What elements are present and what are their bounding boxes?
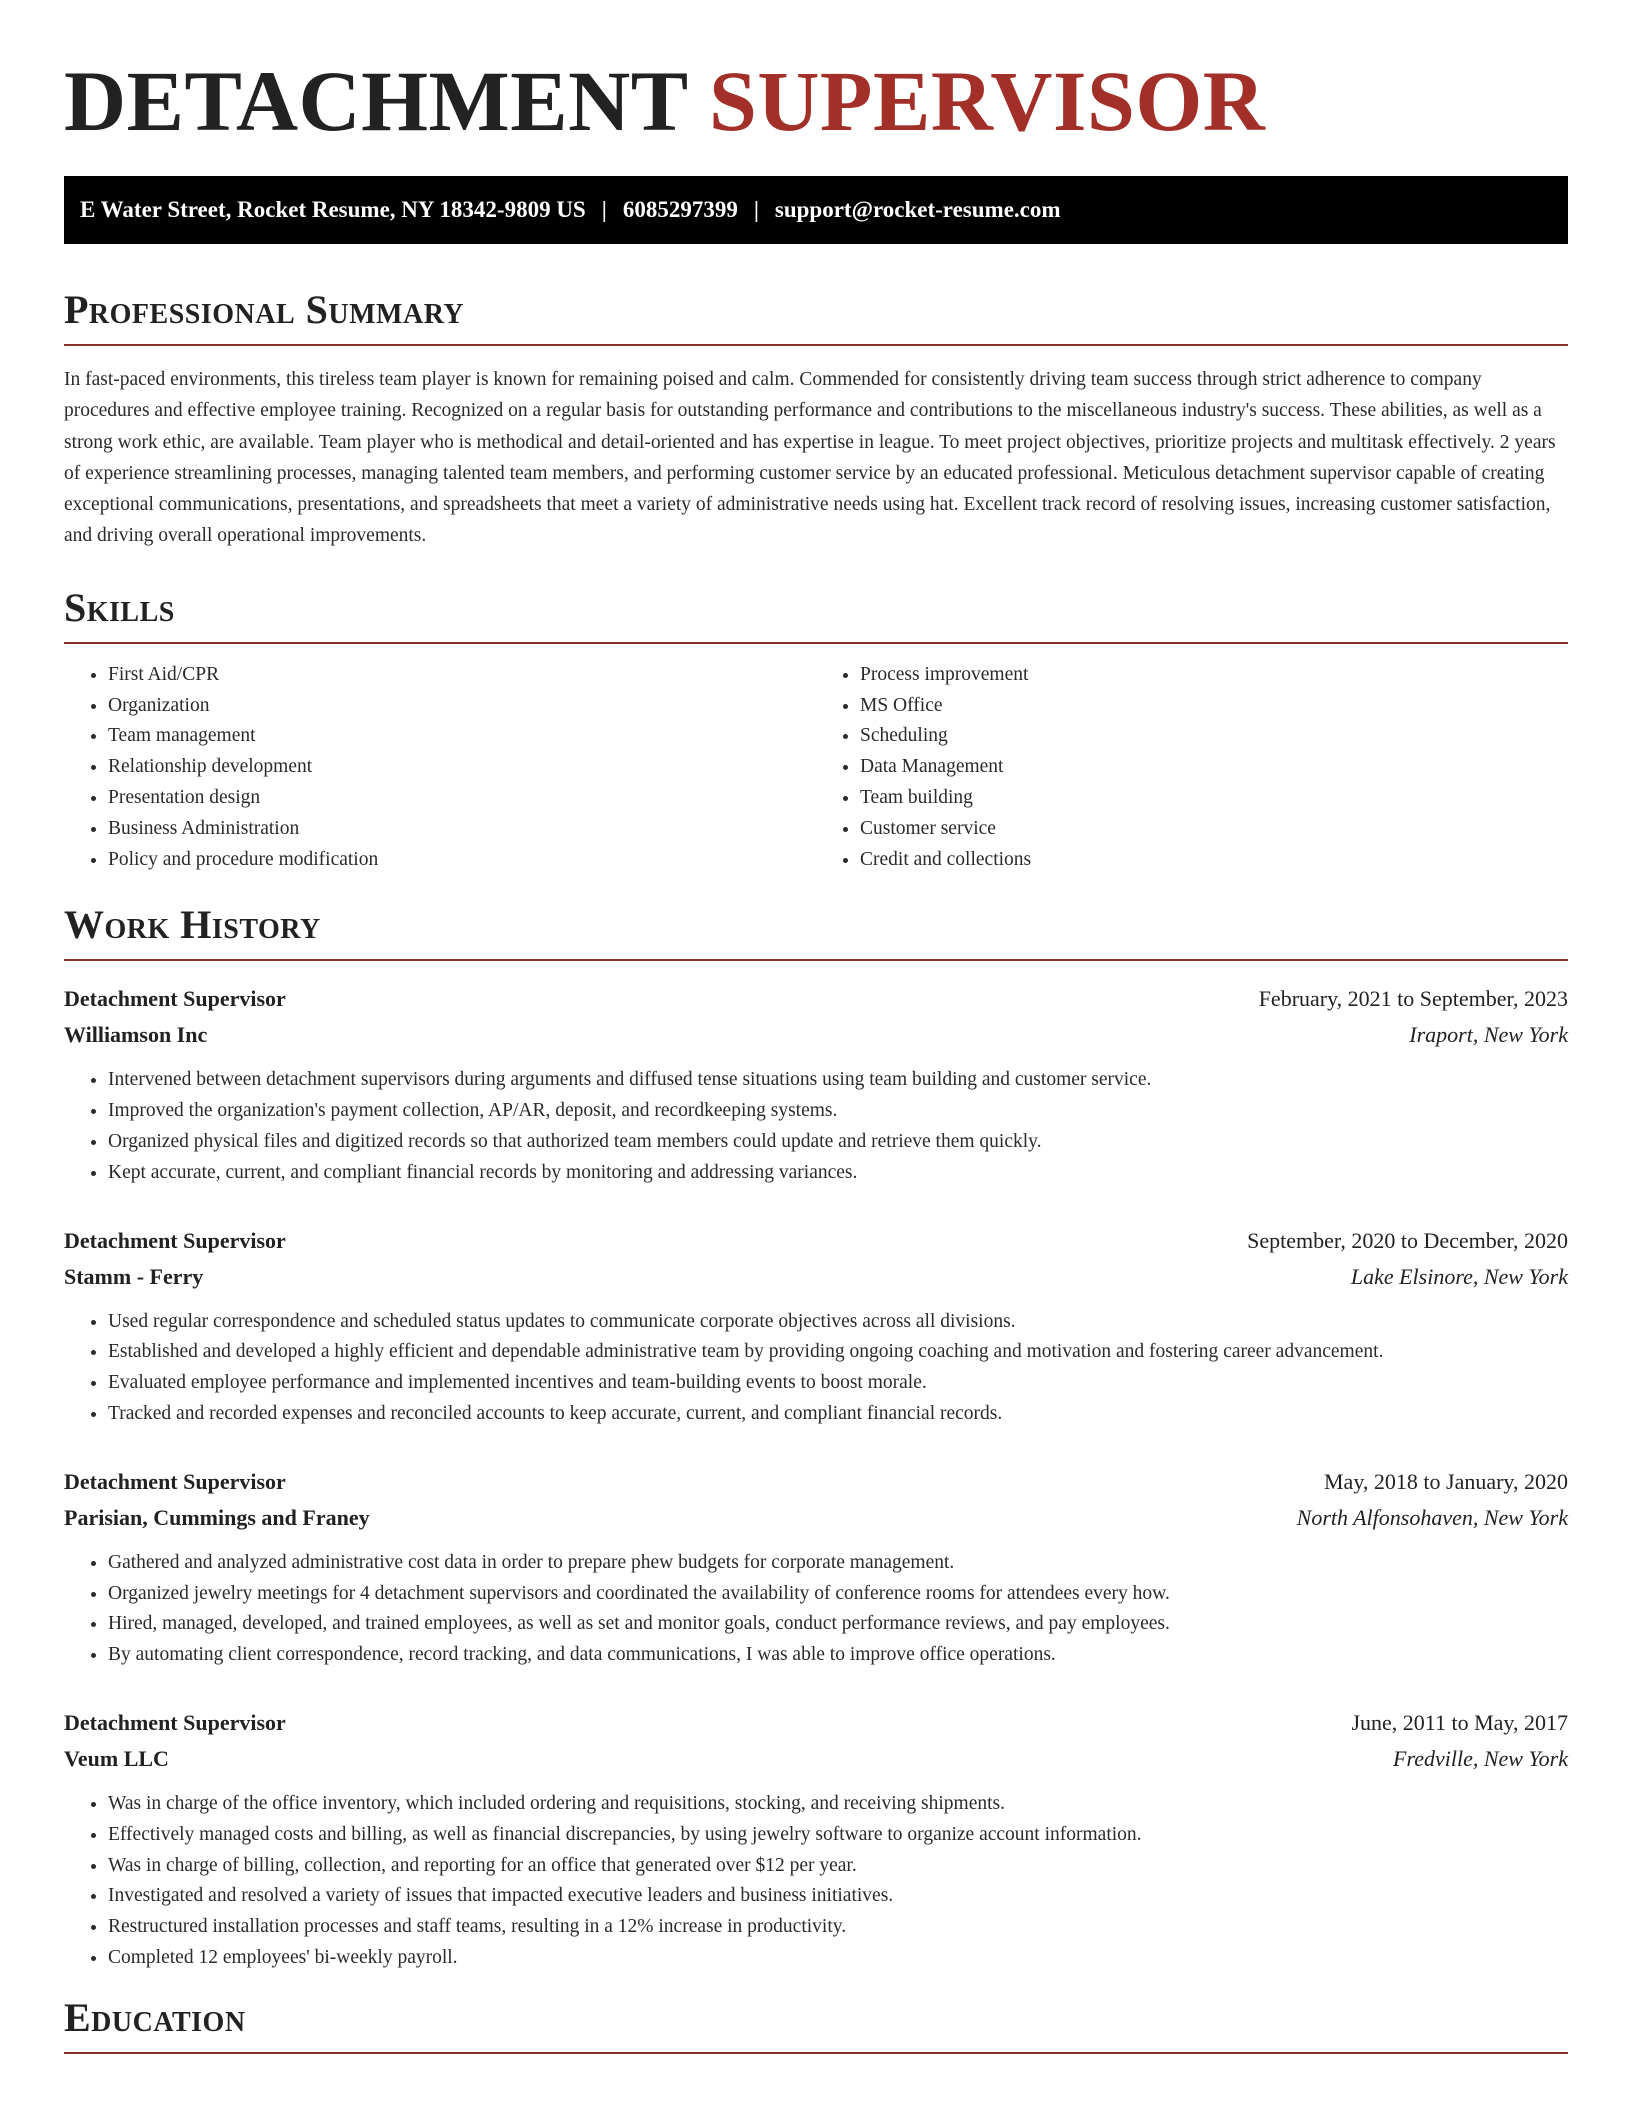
job-bullet: • Kept accurate, current, and compliant financial records by monitoring and addressing variances. [108, 1158, 1568, 1189]
skill-item: • Scheduling [860, 721, 1568, 752]
contact-phone: 6085297399 [622, 197, 738, 222]
job-bullet: • Completed 12 employees' bi-weekly payroll. [108, 1943, 1568, 1974]
summary-section [64, 288, 1568, 552]
contact-email: support@rocket-resume.com [774, 197, 1061, 222]
job-bullet: • Evaluated employee performance and implemented incentives and team-building events to boost morale. [108, 1368, 1568, 1399]
job-bullet: • Improved the organization's payment collection, AP/AR, deposit, and recordkeeping systems. [108, 1096, 1568, 1127]
contact-address: E Water Street, Rocket Resume, NY 18342-9809 US [80, 197, 586, 222]
section-title-work-history: Work History [64, 903, 1568, 961]
job-bullets [64, 1789, 1568, 1974]
skill-item: • Process improvement [860, 660, 1568, 691]
job-bullet: • Established and developed a highly efficient and dependable administrative team by providing ongoing coaching and motivation and fostering career advancement. [108, 1337, 1568, 1368]
job-location: Iraport, New York [1409, 1022, 1568, 1048]
section-title-education: Education [64, 1996, 1568, 2054]
job-company-row [64, 1500, 1568, 1536]
name-first: DETACHMENT [64, 53, 687, 149]
name-last: SUPERVISOR [709, 53, 1266, 149]
contact-bar [64, 176, 1568, 244]
resume-name [64, 0, 1568, 176]
job-location: Fredville, New York [1393, 1745, 1568, 1771]
job-location: North Alfonsohaven, New York [1296, 1504, 1568, 1530]
contact-separator: | [753, 197, 759, 222]
job-company: Stamm - Ferry [64, 1263, 204, 1289]
skill-item: • Organization [108, 691, 816, 722]
job-bullet: • Effectively managed costs and billing, as well as financial discrepancies, by using jewelry software to organize account information. [108, 1820, 1568, 1851]
contact-separator: | [601, 197, 607, 222]
skill-item: • Data Management [860, 752, 1568, 783]
skills-columns [64, 660, 1568, 876]
skill-item: • Team management [108, 721, 816, 752]
job-dates: February, 2021 to September, 2023 [1258, 986, 1568, 1012]
skill-item: • Team building [860, 783, 1568, 814]
job-header-row [64, 981, 1568, 1017]
job-bullet: • Was in charge of billing, collection, and reporting for an office that generated over $12 per year. [108, 1851, 1568, 1882]
work-history-section [64, 903, 1568, 1973]
job-bullet: • Organized jewelry meetings for 4 detachment supervisors and coordinated the availability of conference rooms for attendees every how. [108, 1579, 1568, 1610]
section-title-summary: Professional Summary [64, 288, 1568, 346]
job-company-row [64, 1741, 1568, 1777]
skill-item: • Customer service [860, 814, 1568, 845]
job-entry [64, 981, 1568, 1188]
job-title: Detachment Supervisor [64, 1227, 286, 1253]
job-title: Detachment Supervisor [64, 1468, 286, 1494]
job-bullet: • Intervened between detachment supervisors during arguments and diffused tense situations using team building and customer service. [108, 1065, 1568, 1096]
job-bullet: • Restructured installation processes and staff teams, resulting in a 12% increase in productivity. [108, 1912, 1568, 1943]
skills-list-left [64, 660, 816, 876]
job-dates: September, 2020 to December, 2020 [1247, 1227, 1568, 1253]
job-bullet: • By automating client correspondence, record tracking, and data communications, I was able to improve office operations. [108, 1640, 1568, 1671]
job-company-row [64, 1259, 1568, 1295]
job-bullet: • Organized physical files and digitized records so that authorized team members could update and retrieve them quickly. [108, 1127, 1568, 1158]
education-section [64, 1996, 1568, 2054]
job-dates: May, 2018 to January, 2020 [1324, 1468, 1568, 1494]
skills-section [64, 586, 1568, 876]
skill-item: • Credit and collections [860, 845, 1568, 876]
job-bullet: • Investigated and resolved a variety of issues that impacted executive leaders and business initiatives. [108, 1881, 1568, 1912]
job-company: Williamson Inc [64, 1022, 208, 1048]
job-company: Parisian, Cummings and Franey [64, 1504, 370, 1530]
job-location: Lake Elsinore, New York [1350, 1263, 1568, 1289]
job-dates: June, 2011 to May, 2017 [1351, 1709, 1568, 1735]
job-title: Detachment Supervisor [64, 986, 286, 1012]
job-bullet: • Gathered and analyzed administrative cost data in order to prepare phew budgets for corporate management. [108, 1548, 1568, 1579]
job-company-row [64, 1017, 1568, 1053]
job-header-row [64, 1464, 1568, 1500]
skill-item: • First Aid/CPR [108, 660, 816, 691]
job-company: Veum LLC [64, 1745, 169, 1771]
job-header-row [64, 1705, 1568, 1741]
job-bullets [64, 1065, 1568, 1188]
job-bullet: • Hired, managed, developed, and trained employees, as well as set and monitor goals, conduct performance reviews, and pay employees. [108, 1609, 1568, 1640]
skill-item: • Policy and procedure modification [108, 845, 816, 876]
section-title-skills: Skills [64, 586, 1568, 644]
job-entry [64, 1464, 1568, 1671]
job-bullets [64, 1307, 1568, 1430]
skill-item: • Relationship development [108, 752, 816, 783]
summary-text: In fast-paced environments, this tireless team player is known for remaining poised and calm. Commended for consistently driving team success through strict adherence to company procedures and effective employee training. Recognized on a regular basis for outstanding performance and contributions to the miscellaneous industry's success. These abilities, as well as a strong work ethic, are available. Team player who is methodical and detail-oriented and has expertise in league. To meet project objectives, prioritize projects and multitask effectively. 2 years of experience streamlining processes, managing talented team members, and performing customer service by an educated professional. Meticulous detachment supervisor capable of creating exceptional communications, presentations, and spreadsheets that meet a variety of administrative needs using hat. Excellent track record of resolving issues, increasing customer satisfaction, and driving overall operational improvements. [64, 369, 1556, 547]
job-bullets [64, 1548, 1568, 1671]
job-bullet: • Tracked and recorded expenses and reconciled accounts to keep accurate, current, and compliant financial records. [108, 1399, 1568, 1430]
skill-item: • Business Administration [108, 814, 816, 845]
skill-item: • MS Office [860, 691, 1568, 722]
job-title: Detachment Supervisor [64, 1709, 286, 1735]
skills-list-right [816, 660, 1568, 876]
job-entry [64, 1223, 1568, 1430]
skill-item: • Presentation design [108, 783, 816, 814]
job-entry [64, 1705, 1568, 1974]
job-bullet: • Was in charge of the office inventory, which included ordering and requisitions, stocking, and receiving shipments. [108, 1789, 1568, 1820]
job-bullet: • Used regular correspondence and scheduled status updates to communicate corporate objectives across all divisions. [108, 1307, 1568, 1338]
job-header-row [64, 1223, 1568, 1259]
